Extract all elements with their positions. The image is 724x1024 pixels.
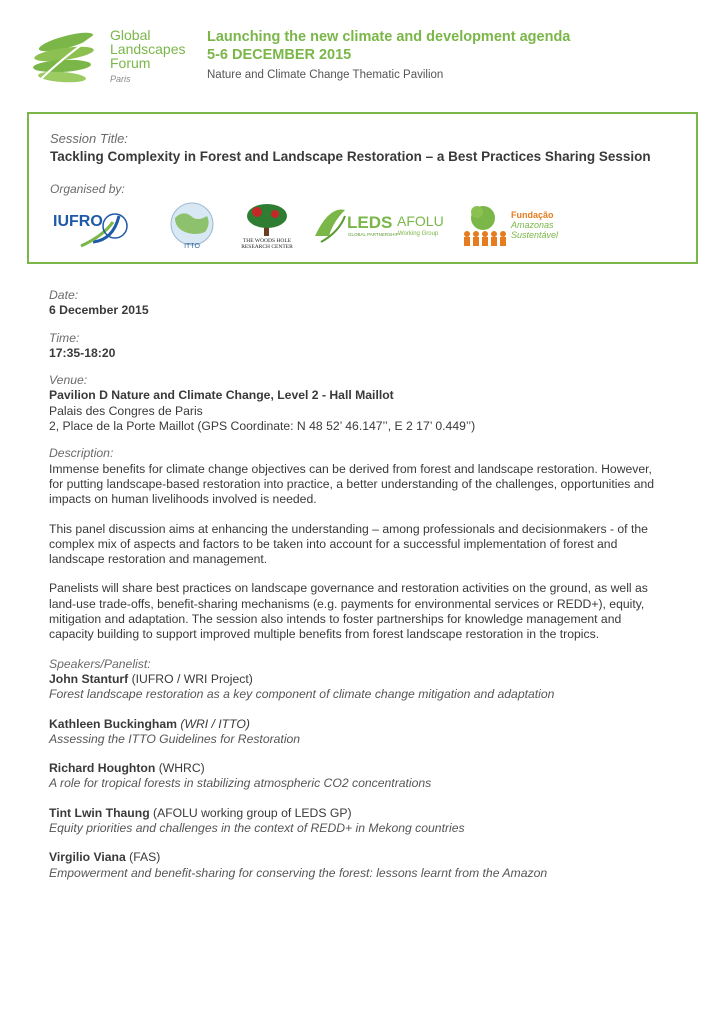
leds-logo-subtext: GLOBAL PARTNERSHIP	[348, 232, 399, 237]
date-label: Date:	[49, 288, 79, 302]
speaker-affiliation: (WRI / ITTO)	[180, 716, 250, 731]
time-value: 17:35-18:20	[49, 345, 116, 360]
whrc-logo-text-2: RESEARCH CENTER	[241, 244, 293, 250]
date-block	[49, 288, 659, 319]
speaker-talk-title: Assessing the ITTO Guidelines for Restoration	[49, 731, 301, 746]
event-header	[207, 28, 570, 81]
fas-logo	[459, 202, 569, 252]
speaker-name: John Stanturf	[49, 671, 129, 686]
venue-block	[49, 373, 659, 434]
fas-logo-text-1: Fundação	[511, 210, 554, 220]
leds-logo-text: LEDS	[347, 213, 393, 232]
speaker-talk-title: A role for tropical forests in stabilizing atmospheric CO2 concentrations	[49, 776, 432, 791]
speaker-item	[49, 850, 659, 881]
speaker-name: Richard Houghton	[49, 761, 156, 776]
speakers-block	[49, 657, 659, 881]
afolu-logo-text: AFOLU	[397, 213, 444, 229]
session-label: Session Title:	[50, 131, 128, 146]
speaker-affiliation: (WHRC)	[158, 761, 205, 776]
afolu-logo	[397, 202, 457, 252]
speaker-item	[49, 672, 659, 703]
glf-leaf-icon	[32, 28, 102, 86]
organised-label: Organised by:	[50, 182, 125, 196]
fas-logo-text-2: Amazonas	[511, 220, 554, 230]
speaker-item	[49, 761, 659, 792]
speakers-label: Speakers/Panelist:	[49, 656, 151, 671]
organiser-logos	[49, 202, 689, 252]
speaker-affiliation: (FAS)	[129, 850, 161, 865]
glf-logo-text: Global Landscapes Forum Paris	[110, 27, 186, 84]
speaker-affiliation: (AFOLU working group of LEDS GP)	[153, 805, 352, 820]
leds-logo	[311, 202, 399, 252]
event-subtitle: Nature and Climate Change Thematic Pavilion	[207, 69, 444, 81]
description-label: Description:	[49, 446, 114, 461]
date-value: 6 December 2015	[49, 303, 149, 318]
description-paragraph-3: Panelists will share best practices on landscape governance and restoration activities on the ground, as well as land-use trade-offs, benefit-sharing mechanisms (e.g. payments for environmental services or REDD+), equity, mitigation and adaptation. The session also intends to foster partnerships for knowledge management and capacity building to support improved multiple benefits from forest landscape restoration in the tropics.	[49, 581, 648, 642]
glf-logo	[32, 27, 186, 88]
whrc-logo	[237, 202, 297, 252]
venue-name: Pavilion D Nature and Climate Change, Level 2 - Hall Maillot	[49, 388, 394, 403]
session-title: Tackling Complexity in Forest and Landscape Restoration – a Best Practices Sharing Session	[50, 149, 651, 164]
whrc-logo-text-1: THE WOODS HOLE	[242, 238, 292, 244]
fas-logo-text-3: Sustentável	[511, 230, 559, 240]
afolu-logo-subtext: Working Group	[398, 231, 439, 237]
time-block	[49, 331, 659, 362]
itto-logo	[161, 202, 223, 252]
description-paragraph-1: Immense benefits for climate change objectives can be derived from forest and landscape restoration. However, for putting landscape-based restoration into practice, a better understanding of the challenges, opportunities and impacts on human livelihoods involved is needed.	[49, 461, 655, 507]
venue-label: Venue:	[49, 373, 88, 388]
speaker-item	[49, 717, 659, 748]
speaker-item	[49, 806, 659, 837]
iufro-logo-text: IUFRO	[53, 213, 103, 230]
speaker-name: Tint Lwin Thaung	[49, 805, 150, 820]
session-box	[27, 112, 698, 264]
iufro-logo	[53, 202, 129, 252]
event-date: 5-6 DECEMBER 2015	[207, 47, 352, 63]
speaker-name: Virgilio Viana	[49, 850, 126, 865]
venue-building: Palais des Congres de Paris	[49, 403, 203, 418]
session-details	[49, 288, 659, 895]
event-title: Launching the new climate and development agenda	[207, 29, 571, 45]
speaker-name: Kathleen Buckingham	[49, 716, 177, 731]
speaker-talk-title: Equity priorities and challenges in the context of REDD+ in Mekong countries	[49, 821, 465, 836]
venue-address: 2, Place de la Porte Maillot (GPS Coordinate: N 48 52’ 46.147’’, E 2 17’ 0.449’’)	[49, 419, 476, 434]
itto-logo-text: ITTO	[184, 243, 200, 250]
description-paragraph-2: This panel discussion aims at enhancing the understanding – among professionals and decisionmakers - of the complex mix of aspects and factors to be taken into account for a successful implementation of forest and landscape restoration and management.	[49, 521, 648, 567]
speaker-affiliation: (IUFRO / WRI Project)	[131, 671, 253, 686]
description-block	[49, 446, 659, 642]
time-label: Time:	[49, 330, 80, 345]
speaker-talk-title: Empowerment and benefit-sharing for conserving the forest: lessons learnt from the Amazon	[49, 865, 548, 880]
speaker-talk-title: Forest landscape restoration as a key component of climate change mitigation and adaptation	[49, 687, 555, 702]
